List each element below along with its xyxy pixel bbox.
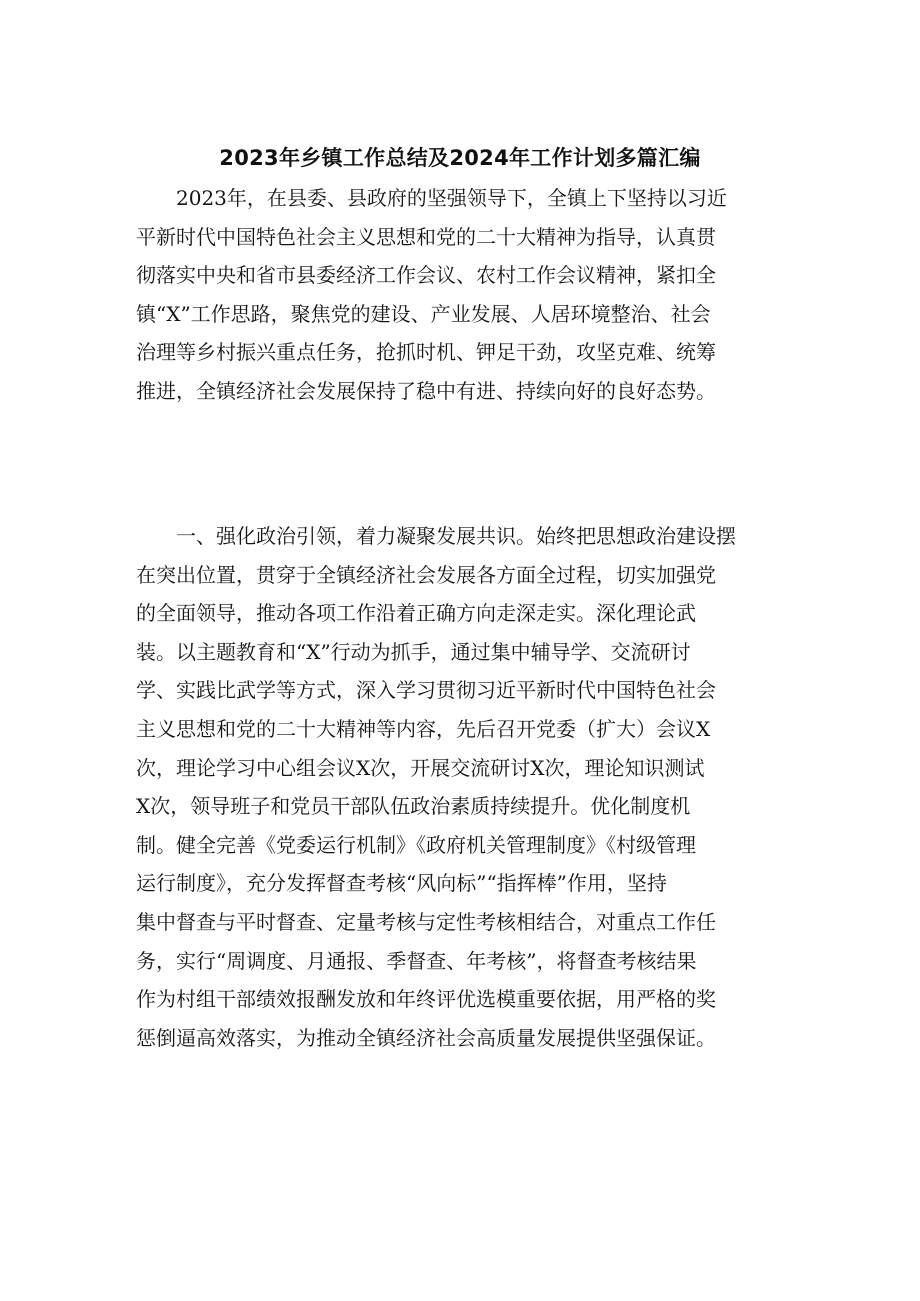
paragraph-line: 一、强化政治引领，着力凝聚发展共识。始终把思想政治建设摆 bbox=[136, 524, 736, 548]
paragraph-line: 主义思想和党的二十大精神等内容，先后召开党委（扩大）会议X bbox=[136, 716, 711, 741]
paragraph-line: 治理等乡村振兴重点任务，抢抓时机、钾足干劲，攻坚克难、统筹 bbox=[136, 340, 716, 365]
paragraph-line: 运行制度》，充分发挥督查考核“风向标”“指挥棒”作用，坚持 bbox=[136, 871, 667, 896]
paragraph-intro bbox=[136, 179, 796, 411]
paragraph-line: 制。健全完善《党委运行机制》《政府机关管理制度》《村级管理 bbox=[136, 832, 696, 857]
paragraph-line: 作为村组干部绩效报酬发放和年终评优选模重要依据，用严格的奖 bbox=[136, 987, 716, 1012]
document-title: 2023年乡镇工作总结及2024年工作计划多篇汇编 bbox=[219, 146, 701, 170]
paragraph-line: 镇“X”工作思路，聚焦党的建设、产业发展、人居环境整治、社会 bbox=[136, 301, 711, 326]
paragraph-section-one bbox=[136, 517, 796, 1057]
paragraph-line: 惩倒逼高效落实，为推动全镇经济社会高质量发展提供坚强保证。 bbox=[136, 1025, 716, 1050]
paragraph-line: 平新时代中国特色社会主义思想和党的二十大精神为指导，认真贯 bbox=[136, 224, 716, 249]
paragraph-line: 次，理论学习中心组会议X次，开展交流研讨X次，理论知识测试 bbox=[136, 755, 705, 780]
paragraph-line: X次，领导班子和党员干部队伍政治素质持续提升。优化制度机 bbox=[136, 794, 691, 819]
paragraph-line: 集中督查与平时督查、定量考核与定性考核相结合，对重点工作任 bbox=[136, 909, 716, 934]
paragraph-line: 务，实行“周调度、月通报、季督查、年考核”，将督查考核结果 bbox=[136, 948, 697, 973]
paragraph-line: 装。以主题教育和“X”行动为抓手，通过集中辅导学、交流研讨 bbox=[136, 639, 691, 664]
paragraph-line: 推进，全镇经济社会发展保持了稳中有进、持续向好的良好态势。 bbox=[136, 378, 716, 403]
paragraph-line: 在突出位置，贯穿于全镇经济社会发展各方面全过程，切实加强党 bbox=[136, 562, 716, 587]
paragraph-line: 彻落实中央和省市县委经济工作会议、农村工作会议精神，紧扣全 bbox=[136, 263, 716, 288]
paragraph-line: 2023年，在县委、县政府的坚强领导下，全镇上下坚持以习近 bbox=[136, 186, 727, 210]
paragraph-line: 学、实践比武学等方式，深入学习贯彻习近平新时代中国特色社会 bbox=[136, 678, 716, 703]
paragraph-line: 的全面领导，推动各项工作沿着正确方向走深走实。深化理论武 bbox=[136, 601, 696, 626]
